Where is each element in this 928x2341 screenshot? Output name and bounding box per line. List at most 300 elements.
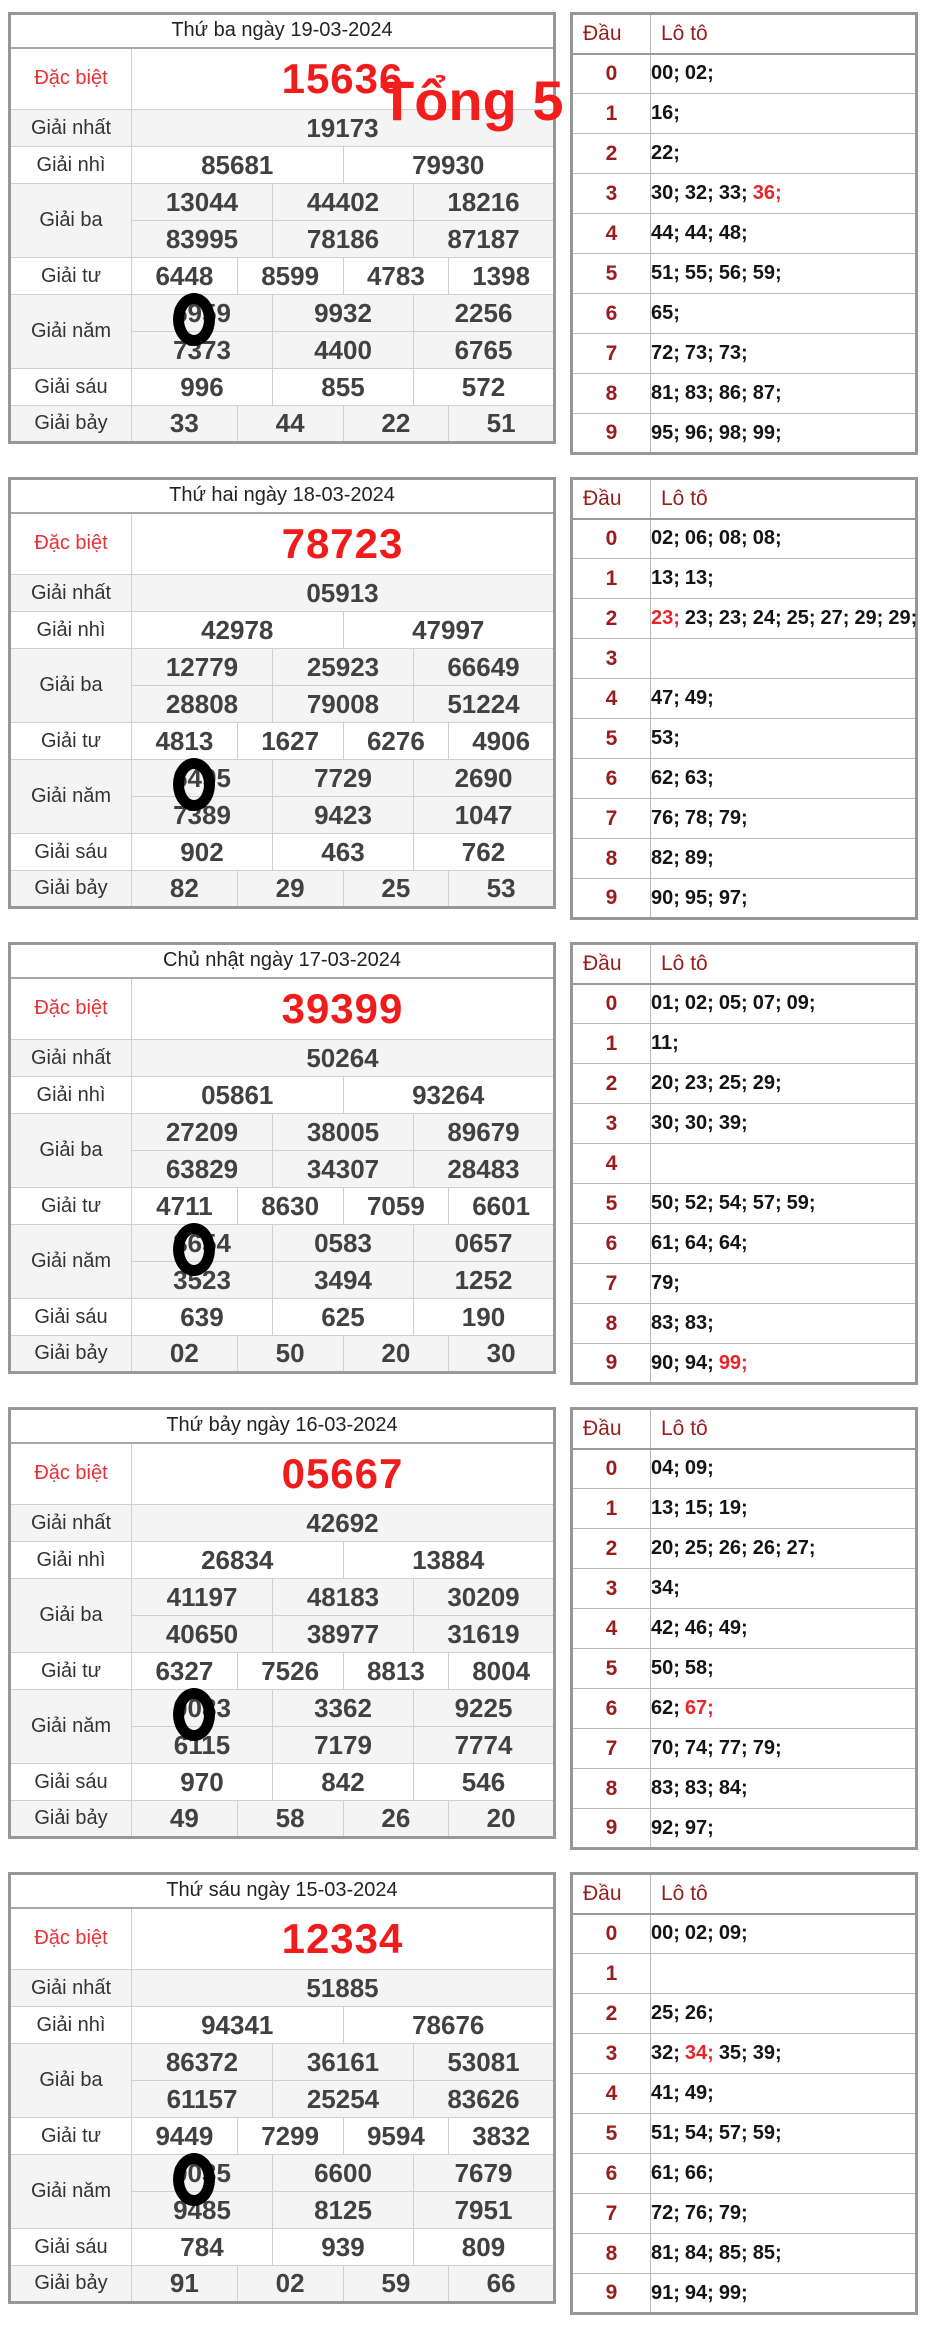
loto-number: 64;: [718, 1232, 748, 1254]
loto-number: 02;: [684, 992, 714, 1015]
prize-number: 1398: [449, 258, 555, 295]
dau-digit: 7: [572, 1729, 651, 1769]
dau-header: Đầu: [572, 1409, 651, 1449]
loto-number: 49;: [684, 687, 714, 709]
loto-number: 34;: [684, 2042, 714, 2064]
loto-list: [651, 2194, 917, 2234]
loto-number: 05;: [718, 992, 748, 1015]
loto-number: 83;: [684, 1777, 714, 1799]
loto-list: [651, 559, 917, 599]
lottery-day-block: [8, 942, 928, 1385]
loto-number: 13;: [684, 567, 714, 589]
prize-number: 44: [237, 406, 343, 443]
prize-label: Giải ba: [10, 184, 132, 258]
prize-number: 809: [414, 2229, 555, 2266]
prize-number: 51224: [414, 686, 555, 723]
prize-number: 19173: [132, 110, 555, 147]
results-table: [8, 942, 556, 1374]
loto-number: 86;: [718, 382, 748, 404]
prize-number: 8599: [237, 258, 343, 295]
prize-number: 18216: [414, 184, 555, 221]
prize-number: 463: [273, 834, 414, 871]
loto-number: 82;: [651, 847, 680, 869]
prize-number: 66: [449, 2266, 555, 2303]
prize-number: 6448: [132, 258, 238, 295]
prize-label: Giải sáu: [10, 369, 132, 406]
loto-list: [651, 1689, 917, 1729]
loto-number: 13;: [651, 567, 680, 589]
tong-overlay-text: Tổng 5: [380, 69, 564, 132]
loto-number: 63;: [684, 767, 714, 789]
prize-number: 7389: [132, 797, 273, 834]
dau-digit: 5: [572, 254, 651, 294]
loto-number: 22;: [651, 142, 680, 164]
loto-list: [651, 1184, 917, 1224]
prize-number: 20: [449, 1801, 555, 1838]
loto-number: 48;: [718, 222, 748, 244]
loto-number: 97;: [684, 1816, 714, 1839]
prize-number: 7299: [237, 2118, 343, 2155]
loto-list: [651, 599, 917, 639]
prize-label: Giải bảy: [10, 1801, 132, 1838]
prize-label: Giải năm: [10, 760, 132, 834]
dau-loto-table: [570, 1872, 918, 2315]
loto-list: [651, 1024, 917, 1064]
loto-number: 07;: [752, 992, 782, 1015]
loto-number: 79;: [718, 807, 748, 829]
loto-list: [651, 1914, 917, 1954]
prize-number: 12779: [132, 649, 273, 686]
dau-digit: 3: [572, 639, 651, 679]
dau-digit: 2: [572, 1529, 651, 1569]
loto-number: 56;: [718, 262, 748, 284]
loto-number: 81;: [651, 382, 680, 404]
loto-list: [651, 1264, 917, 1304]
loto-list: [651, 174, 917, 214]
dau-digit: 8: [572, 374, 651, 414]
prize-number: 3362: [273, 1690, 414, 1727]
dau-digit: 8: [572, 839, 651, 879]
dau-digit: 9: [572, 1809, 651, 1849]
prize-number-circled: [132, 295, 273, 332]
lottery-day-block: [8, 477, 928, 920]
prize-number: 27209: [132, 1114, 273, 1151]
loto-number: 95;: [651, 421, 680, 444]
prize-number: 639: [132, 1299, 273, 1336]
circled-number-wrap: [173, 298, 231, 329]
loto-number: 77;: [718, 1737, 748, 1759]
loto-list: [651, 214, 917, 254]
prize-label: Giải bảy: [10, 2266, 132, 2303]
dau-header: Đầu: [572, 479, 651, 519]
dau-digit: 3: [572, 1104, 651, 1144]
loto-list: [651, 1809, 917, 1849]
loto-list: [651, 1104, 917, 1144]
loto-list: [651, 134, 917, 174]
dau-digit: 6: [572, 759, 651, 799]
prize-label: Giải năm: [10, 1690, 132, 1764]
loto-number: 83;: [651, 1777, 680, 1799]
prize-number: 4783: [343, 258, 449, 295]
loto-number: 91;: [651, 2281, 680, 2304]
prize-label: Giải nhì: [10, 612, 132, 649]
loto-list: [651, 2114, 917, 2154]
prize-number: 625: [273, 1299, 414, 1336]
loto-number: 78;: [684, 807, 714, 829]
dau-digit: 3: [572, 2034, 651, 2074]
dau-loto-table: [570, 942, 918, 1385]
prize-number: 7679: [414, 2155, 555, 2192]
loto-number: 73;: [684, 342, 714, 364]
special-prize-number: 05667: [132, 1443, 555, 1505]
prize-label: Giải nhì: [10, 1542, 132, 1579]
dau-digit: 6: [572, 1224, 651, 1264]
prize-number: 59: [343, 2266, 449, 2303]
circled-number-wrap: [173, 2158, 231, 2189]
loto-number: 44;: [684, 222, 714, 244]
prize-number: 93264: [343, 1077, 555, 1114]
prize-number: 22: [343, 406, 449, 443]
loto-number: 02;: [651, 527, 680, 550]
loto-number: 08;: [752, 527, 782, 550]
dau-digit: 8: [572, 1769, 651, 1809]
prize-label: Giải bảy: [10, 871, 132, 908]
loto-number: 53;: [651, 727, 680, 749]
loto-number: 00;: [651, 62, 680, 85]
loto-number: 50;: [651, 1657, 680, 1679]
loto-number: 79;: [651, 1272, 680, 1294]
prize-number: 61157: [132, 2081, 273, 2118]
loto-list: [651, 1954, 917, 1994]
prize-number: 25923: [273, 649, 414, 686]
prize-number: 86372: [132, 2044, 273, 2081]
loto-number: 85;: [718, 2242, 748, 2264]
loto-number: 62;: [651, 1697, 680, 1719]
loto-list: [651, 1449, 917, 1489]
prize-number: 53081: [414, 2044, 555, 2081]
loto-number: 98;: [718, 421, 748, 444]
prize-number: 7179: [273, 1727, 414, 1764]
loto-number: 23;: [684, 607, 714, 629]
loto-list: [651, 254, 917, 294]
prize-number: 29: [237, 871, 343, 908]
prize-number: 8654: [173, 1227, 231, 1258]
prize-label: Đặc biệt: [10, 978, 132, 1040]
loto-number: 96;: [684, 421, 714, 444]
loto-number: 92;: [651, 1816, 680, 1839]
loto-list: [651, 1994, 917, 2034]
loto-number: 27;: [820, 607, 850, 629]
loto-number: 39;: [718, 1112, 748, 1134]
loto-number: 61;: [651, 2162, 680, 2184]
special-prize-number: 39399: [132, 978, 555, 1040]
loto-number: 99;: [752, 421, 782, 444]
loto-number: 57;: [718, 2122, 748, 2144]
results-table: [8, 1407, 556, 1839]
prize-label: Giải ba: [10, 649, 132, 723]
loto-number: 59;: [752, 262, 782, 284]
loto-number: 36;: [752, 182, 782, 204]
prize-number: 996: [132, 369, 273, 406]
loto-number: 19;: [718, 1497, 748, 1519]
loto-number: 89;: [684, 847, 714, 869]
prize-label: Đặc biệt: [10, 1908, 132, 1970]
loto-number: 02;: [684, 62, 714, 85]
prize-label: Giải sáu: [10, 1764, 132, 1801]
loto-list: [651, 879, 917, 919]
dau-digit: 8: [572, 2234, 651, 2274]
prize-number: 83626: [414, 2081, 555, 2118]
loto-number: 66;: [684, 2162, 714, 2184]
loto-number: 83;: [684, 382, 714, 404]
loto-number: 26;: [752, 1537, 782, 1559]
loto-number: 30;: [651, 182, 680, 204]
loto-number: 25;: [651, 2002, 680, 2024]
prize-number-circled: [132, 1690, 273, 1727]
loto-number: 76;: [684, 2202, 714, 2224]
prize-number: 9485: [132, 2192, 273, 2229]
loto-number: 79;: [752, 1737, 782, 1759]
prize-label: Đặc biệt: [10, 48, 132, 110]
loto-number: 30;: [684, 1112, 714, 1134]
loto-number: 29;: [888, 607, 918, 629]
loto-number: 90;: [651, 886, 680, 909]
prize-number: 842: [273, 1764, 414, 1801]
dau-digit: 9: [572, 879, 651, 919]
loto-number: 46;: [684, 1617, 714, 1639]
date-title: Thứ bảy ngày 16-03-2024: [10, 1409, 555, 1443]
prize-number: 6276: [343, 723, 449, 760]
loto-list: [651, 334, 917, 374]
dau-digit: 7: [572, 1264, 651, 1304]
prize-number: 970: [132, 1764, 273, 1801]
prize-label: Giải nhất: [10, 110, 132, 147]
prize-label: Giải năm: [10, 295, 132, 369]
prize-number: 9423: [273, 797, 414, 834]
prize-number: 05913: [132, 575, 555, 612]
prize-number: 0083: [173, 1692, 231, 1723]
circled-number-wrap: [173, 763, 231, 794]
dau-loto-table: [570, 1407, 918, 1850]
prize-number: 78186: [273, 221, 414, 258]
dau-digit: 9: [572, 2274, 651, 2314]
loto-number: 59;: [752, 2122, 782, 2144]
loto-number: 32;: [651, 2042, 680, 2064]
dau-digit: 4: [572, 214, 651, 254]
prize-number: 7526: [237, 1653, 343, 1690]
prize-number: 79008: [273, 686, 414, 723]
prize-number: 58: [237, 1801, 343, 1838]
prize-number: 26834: [132, 1542, 344, 1579]
prize-label: Giải bảy: [10, 406, 132, 443]
loto-list: [651, 679, 917, 719]
loto-list: [651, 1729, 917, 1769]
lottery-day-block: [8, 12, 928, 455]
loto-number: 09;: [684, 1457, 714, 1480]
loto-number: 23;: [718, 607, 748, 629]
prize-number: 41197: [132, 1579, 273, 1616]
dau-digit: 1: [572, 559, 651, 599]
prize-label: Giải tư: [10, 258, 132, 295]
dau-digit: 1: [572, 1954, 651, 1994]
dau-digit: 5: [572, 719, 651, 759]
loto-list: [651, 519, 917, 559]
special-prize-number: 15636: [132, 48, 555, 110]
prize-number: 7059: [343, 1188, 449, 1225]
loto-number: 29;: [752, 1072, 782, 1094]
loto-number: 23;: [684, 1072, 714, 1094]
dau-header: Đầu: [572, 1874, 651, 1914]
prize-number: 939: [273, 2229, 414, 2266]
prize-number: 6600: [273, 2155, 414, 2192]
prize-number: 7729: [273, 760, 414, 797]
loto-number: 52;: [684, 1192, 714, 1214]
dau-digit: 4: [572, 1609, 651, 1649]
loto-list: [651, 1224, 917, 1264]
prize-number: 94341: [132, 2007, 344, 2044]
loto-header: Lô tô: [651, 479, 917, 519]
prize-number: 42692: [132, 1505, 555, 1542]
loto-number: 76;: [651, 807, 680, 829]
loto-number: 25;: [786, 607, 816, 629]
prize-number: 8813: [343, 1653, 449, 1690]
prize-number-circled: [132, 1225, 273, 1262]
dau-digit: 6: [572, 1689, 651, 1729]
loto-list: [651, 799, 917, 839]
prize-number: 2690: [414, 760, 555, 797]
loto-number: 44;: [651, 222, 680, 244]
loto-number: 87;: [752, 382, 782, 404]
prize-number: 42978: [132, 612, 344, 649]
prize-number: 572: [414, 369, 555, 406]
loto-number: 15;: [684, 1497, 714, 1519]
lottery-day-block: [8, 1872, 928, 2315]
loto-list: [651, 1649, 917, 1689]
prize-label: Giải ba: [10, 1114, 132, 1188]
dau-header: Đầu: [572, 944, 651, 984]
loto-list: [651, 374, 917, 414]
loto-list: [651, 1304, 917, 1344]
loto-list: [651, 1609, 917, 1649]
prize-number: 05861: [132, 1077, 344, 1114]
prize-label: Giải năm: [10, 2155, 132, 2229]
dau-digit: 0: [572, 984, 651, 1024]
loto-list: [651, 2274, 917, 2314]
prize-number: 6495: [173, 762, 231, 793]
prize-number: 34307: [273, 1151, 414, 1188]
loto-number: 97;: [718, 886, 748, 909]
prize-label: Đặc biệt: [10, 513, 132, 575]
prize-number-circled: [132, 2155, 273, 2192]
loto-number: 26;: [718, 1537, 748, 1559]
dau-header: Đầu: [572, 14, 651, 54]
prize-number: 762: [414, 834, 555, 871]
loto-number: 41;: [651, 2082, 680, 2104]
prize-number: 78676: [343, 2007, 555, 2044]
special-prize-number: 12334: [132, 1908, 555, 1970]
loto-list: [651, 94, 917, 134]
loto-number: 47;: [651, 687, 680, 709]
dau-digit: 5: [572, 1649, 651, 1689]
loto-header: Lô tô: [651, 14, 917, 54]
prize-number: 38005: [273, 1114, 414, 1151]
dau-digit: 7: [572, 799, 651, 839]
loto-number: 58;: [684, 1657, 714, 1679]
dau-digit: 7: [572, 2194, 651, 2234]
prize-number: 3832: [449, 2118, 555, 2155]
prize-number: 26: [343, 1801, 449, 1838]
prize-number: 13044: [132, 184, 273, 221]
prize-number: 66649: [414, 649, 555, 686]
prize-label: Giải nhì: [10, 1077, 132, 1114]
dau-digit: 4: [572, 2074, 651, 2114]
prize-number: 40650: [132, 1616, 273, 1653]
prize-number: 13884: [343, 1542, 555, 1579]
loto-number: 70;: [651, 1737, 680, 1759]
loto-number: 72;: [651, 342, 680, 364]
prize-number: 79930: [343, 147, 555, 184]
prize-label: Giải tư: [10, 723, 132, 760]
loto-number: 04;: [651, 1457, 680, 1480]
prize-number: 4400: [273, 332, 414, 369]
dau-digit: 6: [572, 2154, 651, 2194]
prize-number: 25254: [273, 2081, 414, 2118]
lottery-day-block: [8, 1407, 928, 1850]
loto-header: Lô tô: [651, 1409, 917, 1449]
loto-number: 00;: [651, 1922, 680, 1945]
prize-label: Giải ba: [10, 2044, 132, 2118]
prize-number: 87187: [414, 221, 555, 258]
dau-digit: 2: [572, 1994, 651, 2034]
prize-number: 546: [414, 1764, 555, 1801]
prize-number-circled: [132, 760, 273, 797]
prize-number: 30: [449, 1336, 555, 1373]
dau-digit: 3: [572, 1569, 651, 1609]
loto-number: 79;: [718, 2202, 748, 2224]
prize-number: 190: [414, 1299, 555, 1336]
loto-number: 85;: [752, 2242, 782, 2264]
prize-number: 0035: [173, 2157, 231, 2188]
prize-label: Giải sáu: [10, 2229, 132, 2266]
prize-number: 50264: [132, 1040, 555, 1077]
prize-number: 02: [132, 1336, 238, 1373]
dau-digit: 6: [572, 294, 651, 334]
loto-number: 09;: [786, 992, 816, 1015]
dau-digit: 5: [572, 1184, 651, 1224]
prize-number: 3523: [132, 1262, 273, 1299]
loto-number: 34;: [651, 1577, 680, 1599]
loto-number: 24;: [752, 607, 782, 629]
dau-digit: 9: [572, 1344, 651, 1384]
prize-number: 1252: [414, 1262, 555, 1299]
dau-digit: 7: [572, 334, 651, 374]
prize-number: 1627: [237, 723, 343, 760]
prize-number: 53: [449, 871, 555, 908]
loto-list: [651, 1064, 917, 1104]
prize-label: Giải nhất: [10, 1040, 132, 1077]
loto-list: [651, 1529, 917, 1569]
loto-list: [651, 2034, 917, 2074]
loto-number: 16;: [651, 102, 680, 124]
loto-number: 25;: [684, 1537, 714, 1559]
loto-list: [651, 984, 917, 1024]
loto-number: 32;: [684, 182, 714, 204]
prize-number: 33: [132, 406, 238, 443]
prize-number: 38977: [273, 1616, 414, 1653]
loto-list: [651, 719, 917, 759]
loto-list: [651, 839, 917, 879]
prize-number: 85681: [132, 147, 344, 184]
